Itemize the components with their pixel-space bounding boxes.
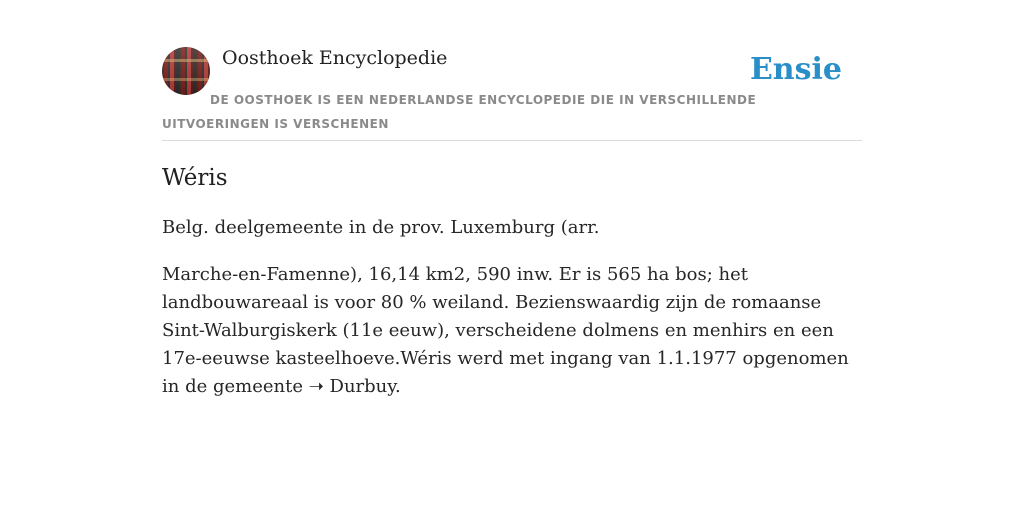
page bbox=[162, 0, 862, 512]
site-header bbox=[162, 0, 862, 141]
site-tagline: DE OOSTHOEK IS EEN NEDERLANDSE ENCYCLOPEDIE DIE IN VERSCHILLENDE UITVOERINGEN IS VERSCHENEN bbox=[162, 93, 757, 131]
brand-logo[interactable]: Ensie bbox=[749, 52, 842, 87]
article-paragraph-1: Belg. deelgemeente in de prov. Luxemburg (arr. bbox=[162, 217, 600, 238]
article-body bbox=[162, 214, 862, 420]
article-title: Wéris bbox=[162, 165, 228, 191]
site-name[interactable]: Oosthoek Encyclopedie bbox=[222, 47, 448, 69]
article-paragraph-2: Marche-en-Famenne), 16,14 km2, 590 inw. Er is 565 ha bos; het landbouwareaal is voor 80 % weiland. Bezienswaardig zijn de romaanse Sint-Walburgiskerk (11e eeuw), verscheidene dolmens en menhirs en een 17e-eeuwse kasteelhoeve.Wéris werd met ingang van 1.1.1977 opgenomen in de gemeente ➝ Durbuy. bbox=[162, 264, 849, 397]
